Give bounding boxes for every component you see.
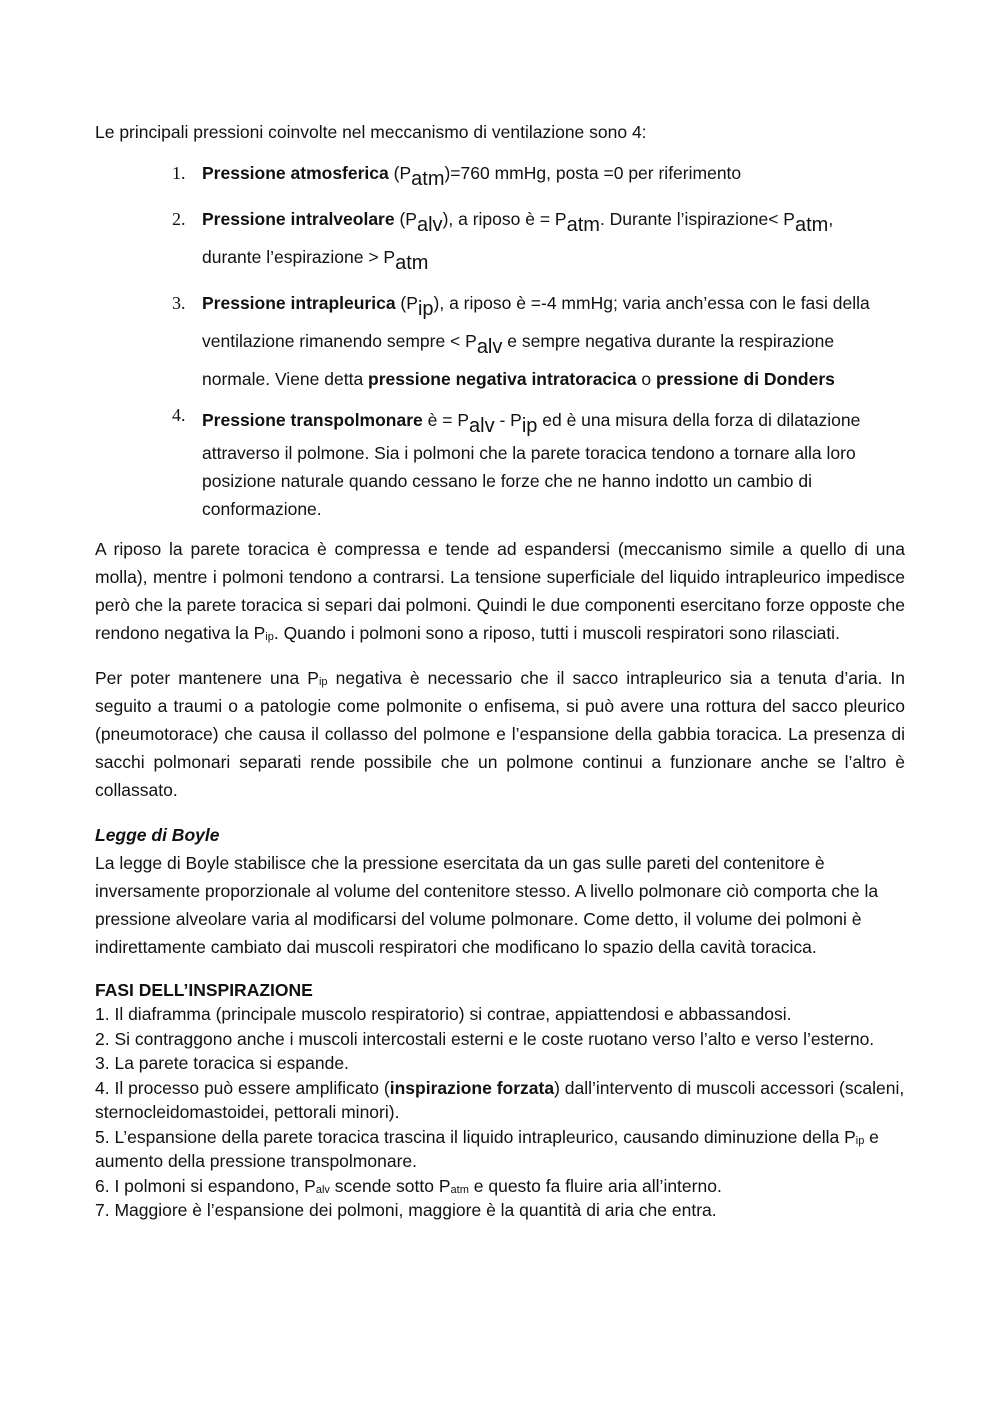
phase-text: e questo fa fluire aria all’interno.	[468, 1175, 722, 1196]
paragraph-pneumothorax	[95, 664, 905, 804]
list-number: 4.	[172, 405, 186, 425]
subscript: ip	[265, 631, 274, 643]
list-term: Pressione transpolmonare	[202, 410, 423, 430]
paragraph-text: A riposo la parete toracica è compressa e tende ad espandersi (meccanismo simile a quello di una molla), mentre i polmoni tendono a contrarsi. La tensione superficiale del liquido intrapleurico impedisce però che la parete toracica si separi dai polmoni. Quindi le due componenti esercitano forze opposte che rendono negativa la P	[95, 539, 905, 643]
list-number: 1.	[172, 163, 186, 183]
list-text: - P	[494, 410, 522, 430]
phase-item	[95, 1174, 905, 1199]
subscript: alv	[416, 214, 443, 236]
phase-text: e aumento della pressione transpolmonare.	[95, 1126, 879, 1171]
list-text: ,	[828, 209, 834, 229]
subscript: atm	[450, 1183, 469, 1196]
bold-term: inspirazione forzata	[389, 1077, 555, 1098]
phase-text: ) dall’intervento di muscoli accessori (scaleni, sternocleidomastoidei, pettorali minori).	[95, 1077, 905, 1122]
bold-term: pressione di Donders	[655, 369, 835, 389]
subscript: alv	[469, 415, 495, 437]
paragraph-text: . Quando i polmoni sono a riposo, tutti i muscoli respiratori sono rilasciati.	[273, 623, 840, 643]
list-term: Pressione atmosferica	[202, 163, 389, 183]
list-item	[95, 401, 905, 523]
phase-item	[95, 1076, 905, 1125]
boyle-paragraph: La legge di Boyle stabilisce che la pressione esercitata da un gas sulle pareti del contenitore è inversamente proporzionale al volume del contenitore stesso. A livello polmonare ciò comporta che la pressione alveolare varia al modificarsi del volume polmonare. Come detto, il volume dei polmoni è indirettamente cambiato dai muscoli respiratori che modificano lo spazio della cavità toracica.	[95, 853, 879, 957]
list-text: e sempre negativa durante la respirazione	[502, 331, 835, 351]
phase-item: 7. Maggiore è l’espansione dei polmoni, maggiore è la quantità di aria che entra.	[95, 1200, 717, 1220]
phases-heading: FASI DELL’INSPIRAZIONE	[95, 980, 313, 1000]
paragraph-text: Per poter mantenere una P	[95, 668, 319, 688]
pressure-list	[95, 154, 905, 523]
list-text: (P	[394, 209, 417, 229]
phase-text: 5. L’espansione della parete toracica trascina il liquido intrapleurico, causando diminuzione della P	[95, 1126, 856, 1147]
list-text: normale. Viene detta	[202, 369, 369, 389]
bold-term: pressione negativa intratoracica	[368, 369, 637, 389]
list-text: ed è una misura della forza di dilatazione	[537, 410, 861, 430]
subscript: ip	[417, 298, 434, 320]
list-number: 2.	[172, 209, 186, 229]
list-text: durante l’espirazione > P	[202, 247, 396, 267]
paragraph-resting	[95, 535, 905, 647]
list-item	[95, 154, 905, 192]
phase-item: 2. Si contraggono anche i muscoli intercostali esterni e le coste ruotano verso l’alto e verso l’esterno.	[95, 1028, 875, 1049]
list-item	[95, 284, 905, 398]
paragraph-text: negativa è necessario che il sacco intrapleurico sia a tenuta d’aria. In seguito a traumi o a patologie come polmonite o enfisema, si può avere una rottura del sacco pleurico (pneumotorace) che causa il collasso del polmone e l’espansione della gabbia toracica. La presenza di sacchi polmonari separati rende possibile che un polmone continui a funzionare anche se l’altro è collassato.	[95, 668, 906, 800]
phase-item	[95, 1125, 905, 1174]
subscript: atm	[566, 214, 600, 236]
subscript: ip	[318, 676, 328, 688]
phase-text: 4. Il processo può essere amplificato (	[95, 1077, 390, 1098]
list-number: 3.	[172, 293, 186, 313]
list-item	[95, 200, 905, 276]
list-text: )=760 mmHg, posta =0 per riferimento	[444, 163, 742, 183]
subscript: ip	[521, 415, 538, 437]
subscript: atm	[395, 252, 429, 274]
list-text: attraverso il polmone. Sia i polmoni che la parete toracica tendono a tornare alla loro posizione naturale quando cessano le forze che ne hanno indotto un cambio di conformazione.	[202, 443, 856, 519]
list-text: è = P	[422, 410, 469, 430]
list-text: (P	[388, 163, 412, 183]
boyle-heading: Legge di Boyle	[95, 825, 220, 845]
document-body	[95, 118, 905, 1223]
list-term: Pressione intrapleurica	[202, 293, 396, 313]
list-text: ventilazione rimanendo sempre < P	[202, 331, 477, 351]
list-text: ), a riposo è =-4 mmHg; varia anch’essa con le fasi della	[433, 293, 870, 313]
list-text: (P	[395, 293, 418, 313]
subscript: ip	[855, 1134, 865, 1147]
list-text: ), a riposo è = P	[442, 209, 567, 229]
subscript: alv	[315, 1183, 330, 1196]
phase-text: scende sotto P	[329, 1175, 451, 1196]
phase-item: 3. La parete toracica si espande.	[95, 1053, 349, 1073]
list-text: . Durante l’ispirazione< P	[599, 209, 795, 229]
phase-text: 6. I polmoni si espandono, P	[95, 1175, 316, 1196]
phase-item: 1. Il diaframma (principale muscolo respiratorio) si contrae, appiattendosi e abbassandosi.	[95, 1004, 792, 1024]
subscript: alv	[476, 336, 503, 358]
subscript: atm	[411, 168, 445, 190]
list-text: o	[636, 369, 656, 389]
subscript: atm	[794, 214, 829, 236]
list-term: Pressione intralveolare	[202, 209, 395, 229]
intro-paragraph: Le principali pressioni coinvolte nel meccanismo di ventilazione sono 4:	[95, 122, 647, 142]
